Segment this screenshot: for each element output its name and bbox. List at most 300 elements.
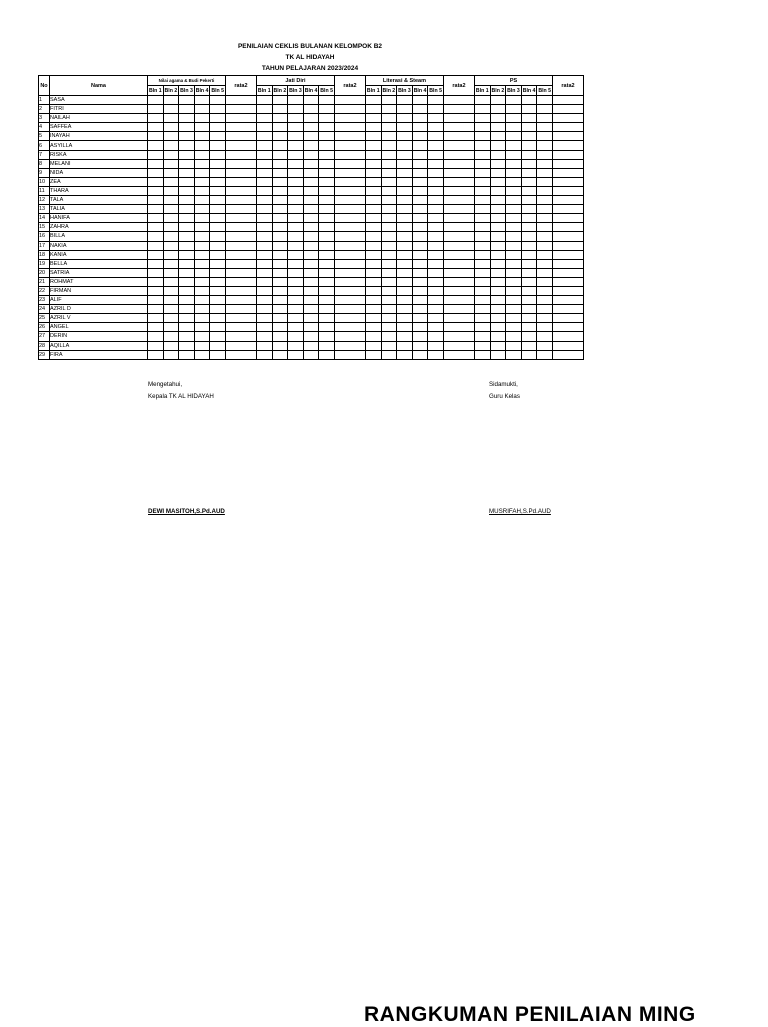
score-cell: [194, 223, 210, 232]
score-cell: [256, 250, 272, 259]
score-cell: [319, 268, 335, 277]
score-cell: [553, 259, 584, 268]
score-cell: [397, 168, 413, 177]
score-cell: [319, 150, 335, 159]
student-name: AZRIL V: [50, 314, 148, 323]
score-cell: [521, 96, 537, 105]
month-header: Bln 5: [320, 87, 333, 94]
score-cell: [490, 141, 506, 150]
score-cell: [225, 159, 256, 168]
score-cell: [334, 168, 365, 177]
month-header: Bln 3: [180, 87, 193, 94]
score-cell: [537, 341, 553, 350]
score-cell: [537, 296, 553, 305]
score-cell: [334, 332, 365, 341]
score-cell: [288, 341, 304, 350]
month-header: Bln 5: [211, 87, 225, 94]
score-cell: [303, 96, 319, 105]
row-number: 27: [39, 332, 50, 341]
score-cell: [272, 223, 288, 232]
score-cell: [256, 268, 272, 277]
score-cell: [365, 132, 381, 141]
teacher-title: Guru Kelas: [489, 393, 520, 400]
score-cell: [428, 277, 444, 286]
score-cell: [334, 250, 365, 259]
score-cell: [474, 177, 490, 186]
score-cell: [272, 305, 288, 314]
score-cell: [537, 114, 553, 123]
score-cell: [288, 323, 304, 332]
score-cell: [272, 177, 288, 186]
score-cell: [397, 132, 413, 141]
score-cell: [210, 177, 226, 186]
score-cell: [490, 241, 506, 250]
score-cell: [225, 314, 256, 323]
score-cell: [225, 186, 256, 195]
score-cell: [256, 259, 272, 268]
score-cell: [194, 268, 210, 277]
score-cell: [163, 150, 179, 159]
score-cell: [428, 150, 444, 159]
score-cell: [179, 232, 195, 241]
score-cell: [521, 132, 537, 141]
score-cell: [303, 259, 319, 268]
score-cell: [443, 305, 474, 314]
score-cell: [194, 323, 210, 332]
score-cell: [553, 268, 584, 277]
score-cell: [443, 114, 474, 123]
score-cell: [210, 277, 226, 286]
score-cell: [412, 150, 428, 159]
score-cell: [225, 332, 256, 341]
score-cell: [210, 114, 226, 123]
score-cell: [537, 268, 553, 277]
score-cell: [334, 105, 365, 114]
score-cell: [319, 259, 335, 268]
table-row: [39, 186, 584, 195]
score-cell: [163, 350, 179, 359]
group-header: Jati Diri: [256, 76, 334, 86]
score-cell: [163, 286, 179, 295]
score-cell: [428, 296, 444, 305]
score-cell: [381, 277, 397, 286]
score-cell: [490, 277, 506, 286]
row-number: 10: [39, 177, 50, 186]
score-cell: [412, 141, 428, 150]
score-cell: [319, 96, 335, 105]
score-cell: [256, 241, 272, 250]
score-cell: [210, 132, 226, 141]
score-cell: [412, 186, 428, 195]
row-number: 23: [39, 296, 50, 305]
score-cell: [194, 150, 210, 159]
score-cell: [303, 223, 319, 232]
score-cell: [506, 105, 522, 114]
score-cell: [194, 341, 210, 350]
score-cell: [210, 105, 226, 114]
score-cell: [210, 305, 226, 314]
score-cell: [397, 150, 413, 159]
score-cell: [381, 232, 397, 241]
score-cell: [553, 105, 584, 114]
score-cell: [194, 296, 210, 305]
score-cell: [303, 150, 319, 159]
score-cell: [179, 223, 195, 232]
score-cell: [179, 96, 195, 105]
score-cell: [303, 186, 319, 195]
score-cell: [334, 96, 365, 105]
score-cell: [443, 159, 474, 168]
score-cell: [381, 205, 397, 214]
score-cell: [412, 341, 428, 350]
score-cell: [210, 223, 226, 232]
score-cell: [381, 96, 397, 105]
score-cell: [506, 205, 522, 214]
score-cell: [397, 268, 413, 277]
score-cell: [163, 114, 179, 123]
student-name: MELANI: [50, 159, 148, 168]
rata-header: rata2: [443, 76, 474, 96]
score-cell: [506, 123, 522, 132]
score-cell: [443, 286, 474, 295]
score-cell: [225, 123, 256, 132]
score-cell: [272, 105, 288, 114]
score-cell: [288, 241, 304, 250]
document-title-block: [160, 41, 460, 74]
score-cell: [412, 277, 428, 286]
score-cell: [210, 259, 226, 268]
score-cell: [381, 341, 397, 350]
score-cell: [148, 323, 164, 332]
score-cell: [397, 96, 413, 105]
score-cell: [365, 286, 381, 295]
score-cell: [521, 196, 537, 205]
score-cell: [163, 259, 179, 268]
score-cell: [521, 105, 537, 114]
score-cell: [272, 332, 288, 341]
score-cell: [521, 277, 537, 286]
score-cell: [490, 214, 506, 223]
score-cell: [303, 196, 319, 205]
score-cell: [303, 350, 319, 359]
table-row: [39, 150, 584, 159]
score-cell: [256, 350, 272, 359]
score-cell: [537, 332, 553, 341]
group-header: PS: [474, 76, 552, 86]
score-cell: [490, 259, 506, 268]
score-cell: [179, 159, 195, 168]
table-row: [39, 350, 584, 359]
score-cell: [163, 96, 179, 105]
score-cell: [272, 132, 288, 141]
score-cell: [194, 250, 210, 259]
score-cell: [225, 141, 256, 150]
score-cell: [490, 105, 506, 114]
score-cell: [521, 186, 537, 195]
score-cell: [179, 296, 195, 305]
score-cell: [490, 150, 506, 159]
score-cell: [490, 332, 506, 341]
month-header: Bln 2: [164, 87, 178, 94]
score-cell: [319, 132, 335, 141]
score-cell: [303, 241, 319, 250]
score-cell: [521, 205, 537, 214]
score-cell: [365, 205, 381, 214]
score-cell: [490, 286, 506, 295]
score-cell: [537, 141, 553, 150]
score-cell: [225, 232, 256, 241]
score-cell: [272, 286, 288, 295]
row-number: 7: [39, 150, 50, 159]
score-cell: [412, 314, 428, 323]
score-cell: [521, 214, 537, 223]
score-cell: [288, 305, 304, 314]
score-cell: [443, 241, 474, 250]
score-cell: [381, 350, 397, 359]
score-cell: [490, 341, 506, 350]
score-cell: [179, 259, 195, 268]
score-cell: [537, 123, 553, 132]
score-cell: [506, 277, 522, 286]
score-cell: [148, 268, 164, 277]
score-cell: [319, 123, 335, 132]
score-cell: [225, 205, 256, 214]
row-number: 22: [39, 286, 50, 295]
student-name: HANIFA: [50, 214, 148, 223]
score-cell: [256, 286, 272, 295]
score-cell: [148, 350, 164, 359]
row-number: 26: [39, 323, 50, 332]
score-cell: [303, 205, 319, 214]
score-cell: [148, 141, 164, 150]
score-cell: [443, 214, 474, 223]
score-cell: [272, 241, 288, 250]
score-cell: [412, 177, 428, 186]
score-cell: [334, 196, 365, 205]
score-cell: [443, 268, 474, 277]
score-cell: [474, 114, 490, 123]
score-cell: [397, 296, 413, 305]
score-cell: [256, 205, 272, 214]
student-name: ZAHRA: [50, 223, 148, 232]
table-row: [39, 177, 584, 186]
student-name: SAFFEA: [50, 123, 148, 132]
score-cell: [443, 150, 474, 159]
score-cell: [381, 159, 397, 168]
score-cell: [365, 314, 381, 323]
score-cell: [381, 150, 397, 159]
score-cell: [397, 350, 413, 359]
group-header: Nilai agama & Budi Pekerti: [148, 76, 226, 86]
score-cell: [381, 141, 397, 150]
score-cell: [443, 196, 474, 205]
score-cell: [365, 323, 381, 332]
score-cell: [225, 114, 256, 123]
table-row: [39, 259, 584, 268]
score-cell: [506, 132, 522, 141]
score-cell: [490, 114, 506, 123]
score-cell: [521, 332, 537, 341]
month-header: Bln 1: [366, 87, 380, 94]
score-cell: [428, 196, 444, 205]
score-cell: [288, 159, 304, 168]
score-cell: [288, 96, 304, 105]
score-cell: [334, 114, 365, 123]
score-cell: [148, 332, 164, 341]
score-cell: [256, 196, 272, 205]
score-cell: [506, 177, 522, 186]
score-cell: [179, 286, 195, 295]
score-cell: [210, 96, 226, 105]
score-cell: [225, 286, 256, 295]
score-cell: [381, 296, 397, 305]
score-cell: [319, 232, 335, 241]
score-cell: [194, 159, 210, 168]
score-cell: [163, 196, 179, 205]
score-cell: [179, 268, 195, 277]
score-cell: [210, 341, 226, 350]
score-cell: [443, 223, 474, 232]
score-cell: [397, 223, 413, 232]
score-cell: [365, 223, 381, 232]
score-cell: [506, 305, 522, 314]
score-cell: [521, 159, 537, 168]
score-cell: [365, 232, 381, 241]
row-number: 4: [39, 123, 50, 132]
score-cell: [537, 232, 553, 241]
score-cell: [256, 177, 272, 186]
score-cell: [225, 150, 256, 159]
score-cell: [334, 177, 365, 186]
score-cell: [474, 159, 490, 168]
score-cell: [365, 141, 381, 150]
month-header: Bln 2: [273, 87, 287, 94]
score-cell: [148, 341, 164, 350]
score-cell: [428, 286, 444, 295]
score-cell: [412, 96, 428, 105]
score-cell: [256, 296, 272, 305]
month-header: Bln 5: [538, 87, 552, 94]
score-cell: [225, 305, 256, 314]
score-cell: [428, 314, 444, 323]
score-cell: [537, 286, 553, 295]
score-cell: [194, 141, 210, 150]
score-cell: [537, 150, 553, 159]
score-cell: [148, 186, 164, 195]
score-cell: [303, 159, 319, 168]
score-cell: [490, 186, 506, 195]
score-cell: [179, 141, 195, 150]
month-header: Bln 1: [475, 87, 489, 94]
score-cell: [272, 323, 288, 332]
score-cell: [210, 196, 226, 205]
score-cell: [288, 186, 304, 195]
score-cell: [303, 296, 319, 305]
row-number: 5: [39, 132, 50, 141]
score-cell: [303, 250, 319, 259]
score-cell: [553, 232, 584, 241]
score-cell: [537, 277, 553, 286]
score-cell: [397, 214, 413, 223]
table-row: [39, 341, 584, 350]
score-cell: [521, 305, 537, 314]
score-cell: [474, 277, 490, 286]
score-cell: [179, 332, 195, 341]
score-cell: [412, 332, 428, 341]
score-cell: [179, 214, 195, 223]
score-cell: [365, 305, 381, 314]
score-cell: [148, 296, 164, 305]
score-cell: [303, 341, 319, 350]
col-header-name: Nama: [50, 76, 148, 96]
score-cell: [537, 250, 553, 259]
row-number: 18: [39, 250, 50, 259]
row-number: 3: [39, 114, 50, 123]
score-cell: [365, 123, 381, 132]
score-cell: [163, 314, 179, 323]
score-cell: [506, 341, 522, 350]
score-cell: [521, 232, 537, 241]
score-cell: [303, 268, 319, 277]
score-cell: [397, 177, 413, 186]
table-row: [39, 214, 584, 223]
score-cell: [553, 350, 584, 359]
score-cell: [365, 250, 381, 259]
score-cell: [537, 323, 553, 332]
score-cell: [319, 114, 335, 123]
score-cell: [319, 141, 335, 150]
score-cell: [319, 205, 335, 214]
table-row: [39, 286, 584, 295]
score-cell: [553, 150, 584, 159]
score-cell: [194, 123, 210, 132]
score-cell: [490, 305, 506, 314]
month-header: Bln 4: [195, 87, 209, 94]
month-header: Bln 2: [382, 87, 396, 94]
row-number: 2: [39, 105, 50, 114]
score-cell: [412, 259, 428, 268]
score-cell: [506, 259, 522, 268]
score-cell: [256, 150, 272, 159]
score-cell: [179, 168, 195, 177]
score-cell: [303, 132, 319, 141]
score-cell: [443, 232, 474, 241]
score-cell: [381, 132, 397, 141]
score-cell: [428, 223, 444, 232]
row-number: 24: [39, 305, 50, 314]
score-cell: [225, 268, 256, 277]
score-cell: [256, 114, 272, 123]
score-cell: [256, 105, 272, 114]
score-cell: [210, 241, 226, 250]
score-cell: [319, 168, 335, 177]
score-cell: [365, 150, 381, 159]
student-name: NIDA: [50, 168, 148, 177]
score-cell: [381, 105, 397, 114]
score-cell: [319, 277, 335, 286]
score-cell: [303, 332, 319, 341]
footer-right: [489, 379, 520, 403]
table-row: [39, 250, 584, 259]
score-cell: [210, 123, 226, 132]
score-cell: [194, 350, 210, 359]
score-cell: [210, 186, 226, 195]
score-cell: [365, 296, 381, 305]
score-cell: [163, 177, 179, 186]
month-header: Bln 5: [429, 87, 442, 94]
score-cell: [319, 105, 335, 114]
score-cell: [490, 168, 506, 177]
